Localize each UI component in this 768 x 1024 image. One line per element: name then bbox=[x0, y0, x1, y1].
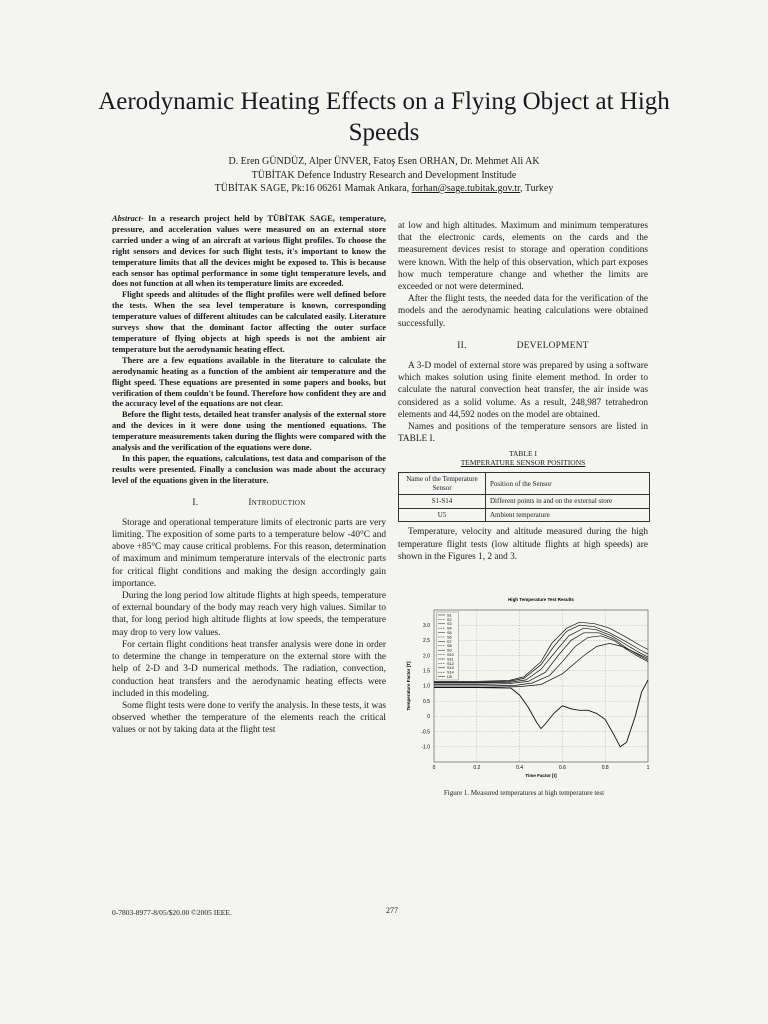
table-row bbox=[399, 495, 650, 509]
series-line-s6 bbox=[434, 643, 648, 687]
legend-entry: S7 bbox=[447, 639, 452, 644]
development-body bbox=[398, 360, 648, 445]
abstract-p2: Flight speeds and altitudes of the flight profiles were well defined before the tests. When the sea level temperature is known, corresponding temperature values of different altitudes can be calculated easily. Literature surveys show that the dominant factor affecting the outer surface temperature of flying objects at high speeds is not the ambient air temperature but the aerodynamic heating effect. bbox=[112, 290, 386, 354]
legend-entry: S12 bbox=[447, 661, 454, 666]
address-suffix: , Turkey bbox=[520, 183, 554, 194]
right-p2: After the flight tests, the needed data for the verification of the models and the aerodynamic heating calculations were obtained successfully. bbox=[398, 294, 648, 329]
chart-title: High Temperature Test Results bbox=[508, 597, 574, 602]
y-tick-label: 3.0 bbox=[423, 622, 430, 629]
section-title: DEVELOPMENT bbox=[516, 340, 589, 351]
table-cell: U5 bbox=[399, 508, 486, 522]
legend-entry: S2 bbox=[447, 617, 452, 622]
abstract-p3: There are a few equations available in the literature to calculate the aerodynamic heating as a function of the ambient air temperature and the flight speed. These equations are presented in some papers and books, but verification of them couldn't be found. Therefore how confident they are and the accuracy level of the equations are not clear. bbox=[112, 355, 386, 409]
x-tick-label: 0.8 bbox=[601, 765, 609, 771]
abstract bbox=[112, 214, 386, 487]
footer-isbn: 0-7803-8977-8/05/$20.00 ©2005 IEEE. bbox=[112, 908, 232, 917]
legend-entry: S3 bbox=[447, 622, 452, 627]
section-heading-development bbox=[398, 340, 648, 352]
x-tick-label: 0.4 bbox=[516, 765, 524, 771]
legend-entry: S1 bbox=[447, 613, 452, 618]
legend-entry: S4 bbox=[447, 626, 452, 631]
intro-p3: For certain flight conditions heat transfer analysis were done in order to determine the change in temperature on the external store with the help of 2-D and 3-D numerical methods. The radiation, convection, conduction heat transfers and the aerodynamic heating effects were included in this modeling. bbox=[112, 639, 386, 699]
y-tick-label: 1.0 bbox=[423, 683, 430, 690]
series-line-s1 bbox=[434, 622, 648, 681]
author-email[interactable]: forhan@sage.tubitak.gov.tr bbox=[411, 183, 521, 194]
author-block bbox=[70, 155, 698, 196]
right-p4: Names and positions of the temperature sensors are listed in TABLE I. bbox=[398, 422, 648, 445]
table-header-row bbox=[399, 473, 650, 495]
intro-p1: Storage and operational temperature limits of electronic parts are very limiting. The exposition of some parts to a temperature below -40°C and above +85°C may cause critical problems. For this reason, determination of maximum and minimum temperature intervals of the electronic parts for critical flight conditions and making the design accordingly gain importance. bbox=[112, 517, 386, 589]
author-names: D. Eren GÜNDÜZ, Alper ÜNVER, Fatoş Esen ORHAN, Dr. Mehmet Ali AK bbox=[228, 156, 540, 167]
legend-entry: S13 bbox=[447, 666, 454, 671]
legend-entry: S10 bbox=[447, 653, 454, 657]
y-tick-label: 2.5 bbox=[423, 638, 430, 645]
figure-intro-body bbox=[398, 526, 648, 563]
right-body-top bbox=[398, 220, 648, 330]
x-tick-label: 0.2 bbox=[473, 765, 481, 771]
abstract-p1 bbox=[112, 214, 386, 290]
legend-entry: S14 bbox=[447, 670, 454, 675]
y-tick-label: 2.0 bbox=[423, 653, 430, 660]
legend-entry: S5 bbox=[447, 631, 452, 635]
table-cell: Ambient temperature bbox=[486, 508, 650, 522]
series-line-s4 bbox=[434, 633, 648, 685]
author-address bbox=[70, 182, 698, 196]
abstract-p4: Before the flight tests, detailed heat transfer analysis of the external store and the devices in it were done using the mentioned equations. The temperature measurements taken during the flights were compared with the analysis and the verification of the equations were done. bbox=[112, 410, 386, 453]
series-line-u5 bbox=[434, 680, 648, 747]
intro-p2: During the long period low altitude flights at high speeds, temperature of external boundary of the body may reach very high values. Similar to that, for long period high altitude flights at low speeds, the temperature may drop to very low values. bbox=[112, 591, 386, 638]
y-tick-label: -0.5 bbox=[421, 729, 430, 736]
legend-entry: S9 bbox=[447, 648, 452, 653]
y-tick-label: 0.5 bbox=[423, 698, 430, 705]
section-number: I. bbox=[192, 497, 199, 508]
abstract-p5: In this paper, the equations, calculations, test data and comparison of the results were presented. Finally a conclusion was made about the accuracy level of the equations given in the literature. bbox=[112, 453, 386, 485]
legend-entry: S8 bbox=[447, 644, 452, 649]
table-cell: S1-S14 bbox=[399, 495, 486, 509]
table-header-cell: Name of the Temperature Sensor bbox=[399, 473, 486, 495]
introduction-body bbox=[112, 517, 386, 737]
x-tick-label: 0 bbox=[432, 765, 436, 771]
figure-caption: Figure 1. Measured temperatures at high temperature test bbox=[443, 789, 605, 797]
sensor-table bbox=[398, 472, 650, 522]
intro-p4: Some flight tests were done to verify the analysis. In these tests, it was observed whether the temperature of the elements reach the critical values or not by taking data at the flight test bbox=[112, 700, 386, 736]
right-p5: Temperature, velocity and altitude measured during the high temperature flight tests (low altitude flights at high speeds) are shown in the Figures 1, 2 and 3. bbox=[398, 527, 648, 562]
section-number: II. bbox=[457, 340, 467, 351]
left-column bbox=[112, 214, 386, 737]
x-tick-label: 1 bbox=[646, 765, 650, 771]
author-institute: TÜBİTAK Defence Industry Research and Development Institude bbox=[251, 169, 517, 181]
page-number: 277 bbox=[386, 906, 398, 915]
legend-entry: S6 bbox=[447, 635, 452, 640]
table-subcaption: TEMPERATURE SENSOR POSITIONS bbox=[460, 458, 586, 468]
y-tick-label: 0 bbox=[427, 714, 430, 721]
y-axis-label: Temperature Factor [T] bbox=[406, 661, 411, 711]
x-tick-label: 0.6 bbox=[558, 765, 566, 771]
right-column bbox=[398, 220, 648, 563]
table-label: TABLE I bbox=[509, 449, 537, 459]
series-line-s2 bbox=[434, 625, 648, 682]
x-axis-label: Time Factor [t] bbox=[525, 773, 557, 778]
table-caption bbox=[398, 449, 648, 467]
right-p3: A 3-D model of external store was prepared by using a software which makes solution using finite element method. In order to calculate the natural convection heat transfer, the air inside was considered as a solid volume. As a result, 248,987 tetrahedron elements and 44,592 nodes on the model are obtained. bbox=[398, 361, 648, 420]
address-prefix: TÜBİTAK SAGE, Pk:16 06261 Mamak Ankara, bbox=[214, 183, 410, 194]
abstract-lead: Abstract- bbox=[112, 214, 144, 223]
table-header-cell: Position of the Sensor bbox=[486, 473, 650, 495]
y-tick-label: 1.5 bbox=[423, 668, 430, 675]
table-row bbox=[399, 508, 650, 522]
paper-title: Aerodynamic Heating Effects on a Flying Object at High Speeds bbox=[98, 88, 670, 146]
table-cell: Different points in and on the external store bbox=[486, 495, 650, 509]
legend-entry: S11 bbox=[447, 657, 454, 662]
section-heading-introduction bbox=[112, 497, 386, 509]
legend-entry: U5 bbox=[447, 675, 452, 679]
right-p1: at low and high altitudes. Maximum and minimum temperatures that the electronic cards, elements on the cards and the measurement devices resist to storage and operation conditions were known. With the help of this observation, which part exposes how much temperature change and whether the limits are exceeded or not were determined. bbox=[398, 221, 648, 293]
temperature-chart bbox=[398, 592, 650, 787]
section-title: Introduction bbox=[248, 497, 306, 508]
y-tick-label: -1.0 bbox=[421, 744, 430, 751]
abstract-p1-text: In a research project held by TÜBİTAK SAGE, temperature, pressure, and acceleration values were measured on an external store carried under a wing of an aircraft at various flight profiles. To choose the right sensors and devices for such flight tests, it's important to know the temperature limits that all the devices might be exposed to. This is because each sensor has optimal performance in some tight temperature levels, and does not function at all when its temperature limits are exceeded. bbox=[112, 214, 386, 289]
figure-1 bbox=[398, 592, 650, 802]
series-line-s5 bbox=[434, 636, 648, 686]
